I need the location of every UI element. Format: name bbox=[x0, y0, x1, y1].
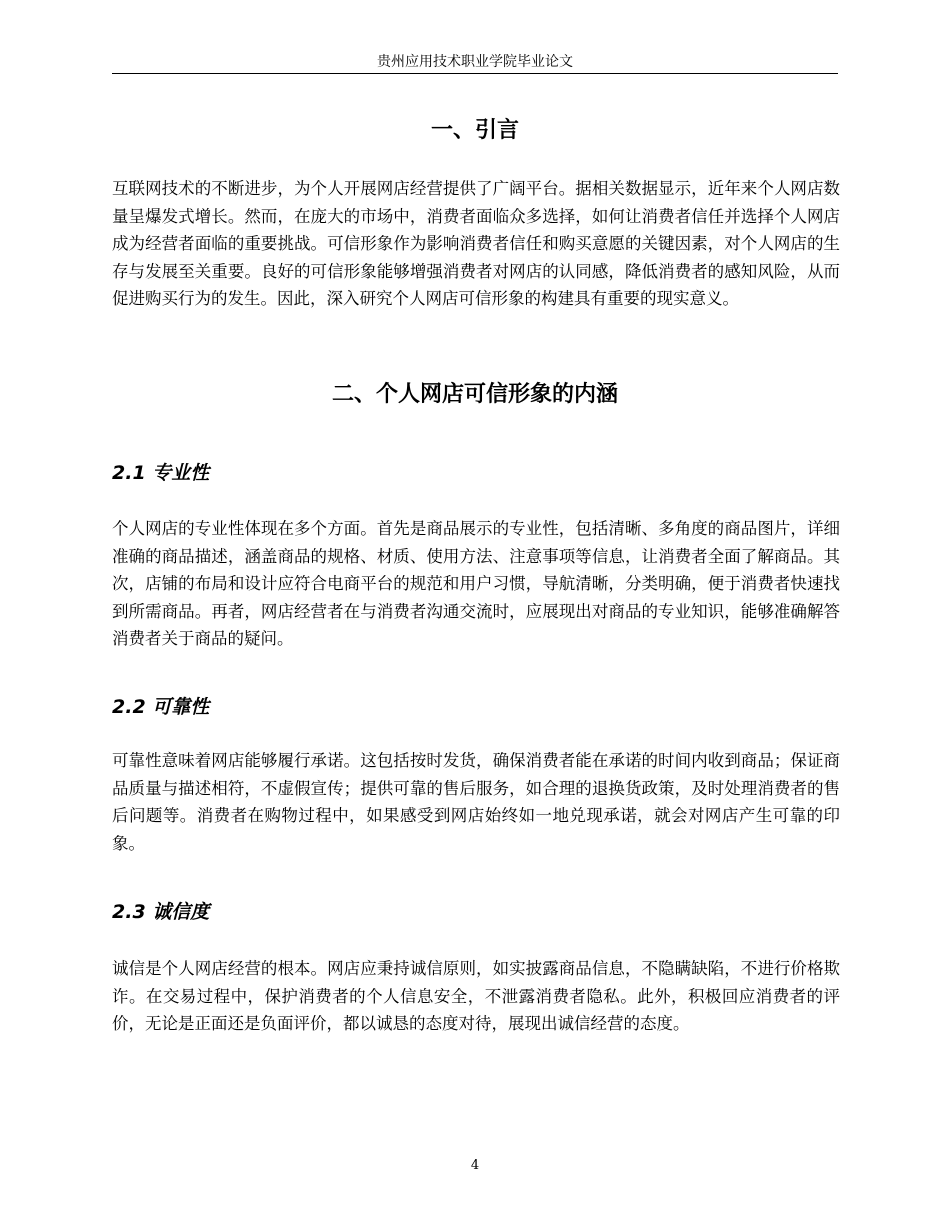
running-header: 贵州应用技术职业学院毕业论文 bbox=[377, 54, 573, 70]
subsection-heading-reliability: 2.2 可靠性 bbox=[112, 696, 210, 718]
subsection-heading-professionalism: 2.1 专业性 bbox=[112, 462, 210, 484]
subsection-heading-integrity: 2.3 诚信度 bbox=[112, 901, 210, 923]
section-heading-introduction: 一、引言 bbox=[430, 118, 519, 143]
integrity-paragraph: 诚信是个人网店经营的根本。网店应秉持诚信原则，如实披露商品信息，不隐瞒缺陷，不进行价格欺诈。在交易过程中，保护消费者的个人信息安全，不泄露消费者隐私。此外，积极回应消费者的评价，无论是正面还是负面评价，都以诚恳的态度对待，展现出诚信经营的态度。 bbox=[112, 959, 840, 1033]
header-divider bbox=[112, 73, 838, 74]
professionalism-paragraph: 个人网店的专业性体现在多个方面。首先是商品展示的专业性，包括清晰、多角度的商品图片，详细准确的商品描述，涵盖商品的规格、材质、使用方法、注意事项等信息，让消费者全面了解商品。其次，店铺的布局和设计应符合电商平台的规范和用户习惯，导航清晰，分类明确，便于消费者快速找到所需商品。再者，网店经营者在与消费者沟通交流时，应展现出对商品的专业知识，能够准确解答消费者关于商品的疑问。 bbox=[112, 519, 840, 648]
introduction-paragraph: 互联网技术的不断进步，为个人开展网店经营提供了广阔平台。据相关数据显示，近年来个人网店数量呈爆发式增长。然而，在庞大的市场中，消费者面临众多选择，如何让消费者信任并选择个人网店成为经营者面临的重要挑战。可信形象作为影响消费者信任和购买意愿的关键因素，对个人网店的生存与发展至关重要。良好的可信形象能够增强消费者对网店的认同感，降低消费者的感知风险，从而促进购买行为的发生。因此，深入研究个人网店可信形象的构建具有重要的现实意义。 bbox=[112, 179, 840, 308]
reliability-paragraph: 可靠性意味着网店能够履行承诺。这包括按时发货，确保消费者能在承诺的时间内收到商品；保证商品质量与描述相符，不虚假宣传；提供可靠的售后服务，如合理的退换货政策，及时处理消费者的售后问题等。消费者在购物过程中，如果感受到网店始终如一地兑现承诺，就会对网店产生可靠的印象。 bbox=[112, 751, 840, 853]
page-number: 4 bbox=[470, 1158, 480, 1173]
section-heading-connotation: 二、个人网店可信形象的内涵 bbox=[331, 382, 618, 407]
